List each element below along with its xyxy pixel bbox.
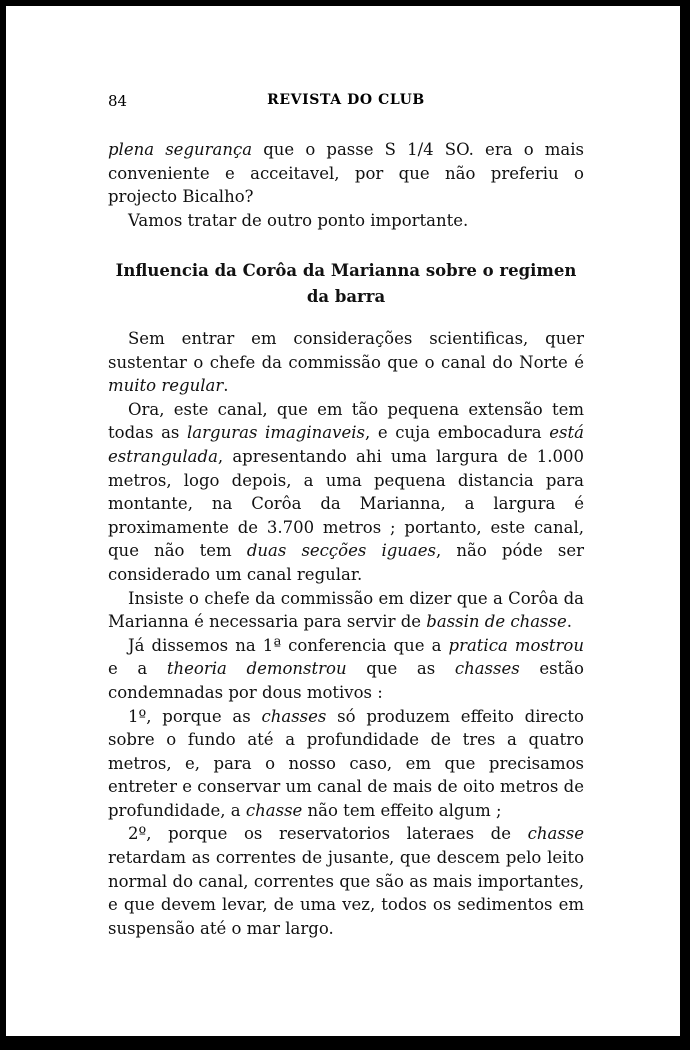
paragraph xyxy=(108,705,584,823)
text-segment: . xyxy=(566,612,573,632)
text-segment: não tem effeito algum ; xyxy=(302,800,502,820)
italic-text: bassin de chasse xyxy=(426,612,567,632)
text-block-before xyxy=(108,138,584,232)
paragraph xyxy=(108,587,584,634)
italic-text: chasse xyxy=(527,824,584,844)
italic-text: está estrangulada xyxy=(108,423,584,466)
section-heading xyxy=(108,258,584,310)
text-segment: que o passe S 1/4 SO. era o mais conveniente e acceitavel, por que não preferiu o projecto Bicalho? xyxy=(108,140,585,207)
paragraph xyxy=(108,209,584,233)
text-segment: que as xyxy=(346,659,455,679)
text-segment: , e cuja embocadura xyxy=(364,423,550,443)
paragraph-continuation xyxy=(108,138,584,209)
text-segment: , apresentando ahi uma largura de 1.000 metros, logo depois, a uma pequena distancia para montante, na Corôa da Marianna, a largura é proximamente de 3.700 metros ; portanto, este canal, que não tem xyxy=(108,446,584,561)
italic-text: duas secções iguaes xyxy=(246,541,436,561)
italic-text: larguras imaginaveis xyxy=(187,423,365,443)
paragraph xyxy=(108,398,584,587)
italic-text: chasse xyxy=(245,800,303,820)
text-segment: 2º, porque os reservatorios lateraes de xyxy=(128,824,528,844)
text-segment: Já dissemos na 1ª conferencia que a xyxy=(128,635,449,655)
section-title-line-2: da barra xyxy=(306,287,386,306)
italic-text: muito regular xyxy=(108,376,224,396)
text-segment: Vamos tratar de outro ponto importante. xyxy=(128,210,469,230)
text-segment: só produzem effeito directo sobre o fundo até a profundidade de tres a quatro metros, e, para o nosso caso, em que precisamos entreter e conservar um canal de mais de oito metros de profundidade, a xyxy=(108,706,584,820)
text-segment: Sem entrar em considerações scientificas, quer sustentar o chefe da commissão que o canal do Norte é xyxy=(108,329,584,372)
text-segment: . xyxy=(223,376,229,396)
italic-text: chasses xyxy=(261,706,327,726)
text-segment: , não póde ser considerado um canal regular. xyxy=(108,541,584,584)
text-segment: retardam as correntes de jusante, que descem pelo leito normal do canal, correntes que são as mais importantes, e que devem levar, de uma vez, todos os sedimentos em suspensão até o mar largo. xyxy=(108,848,584,938)
paragraph xyxy=(108,634,584,705)
text-block-after xyxy=(108,327,584,940)
paragraph xyxy=(108,327,584,398)
section-title-line-1: Influencia da Corôa da Marianna sobre o regimen xyxy=(115,261,577,280)
page-header xyxy=(108,92,584,116)
italic-text: plena segurança xyxy=(108,140,253,159)
italic-text: chasses xyxy=(454,659,520,679)
text-segment: 1º, porque as xyxy=(128,706,262,726)
text-segment: e a xyxy=(108,659,167,679)
running-head: REVISTA DO CLUB xyxy=(267,92,425,108)
italic-text: pratica mostrou xyxy=(448,635,584,655)
page-number: 84 xyxy=(108,92,128,110)
paragraph xyxy=(108,822,584,940)
text-segment: Insiste o chefe da commissão em dizer que a Corôa da Marianna é necessaria para servir de xyxy=(108,588,584,632)
italic-text: theoria demonstrou xyxy=(166,659,347,679)
book-page xyxy=(6,6,680,1036)
text-segment: Ora, este canal, que em tão pequena extensão tem todas as xyxy=(108,399,584,443)
text-segment: estão condemnadas por dous motivos : xyxy=(108,659,584,702)
